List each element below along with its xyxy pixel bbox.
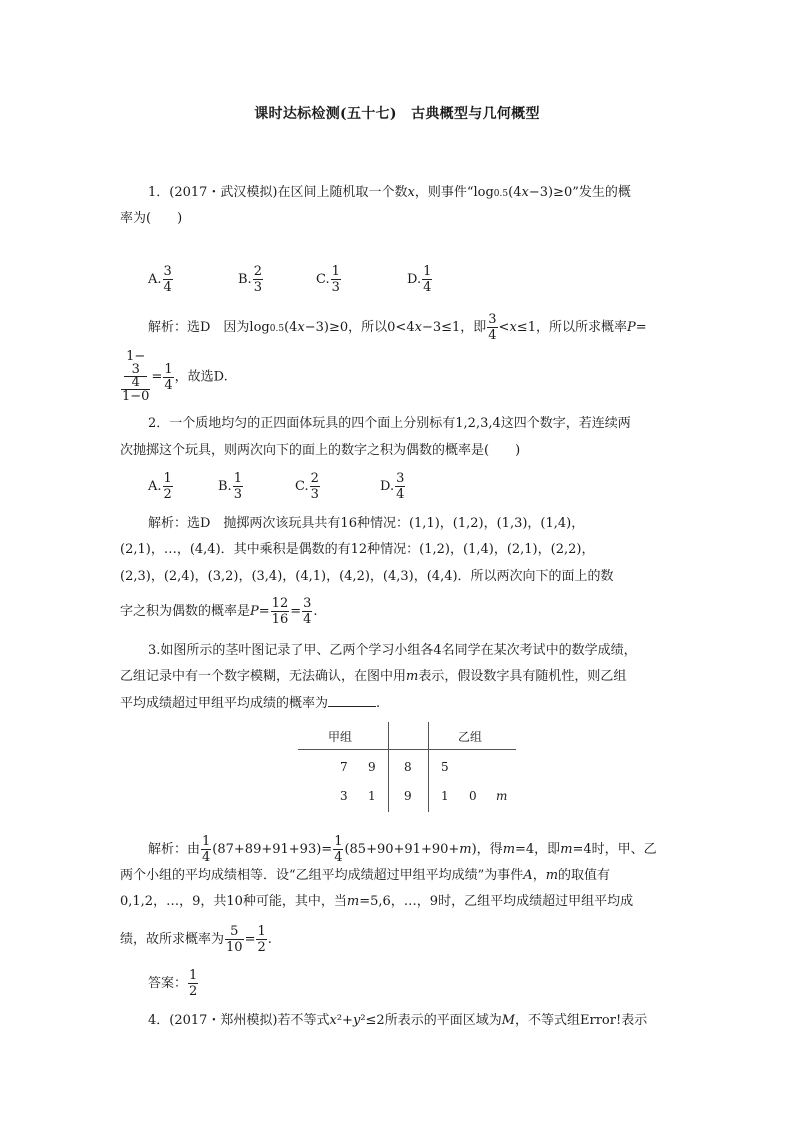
q1-stem-line1: 1．(2017・武汉模拟)在区间上随机取一个数x，则事件“log0.5(4x−3)≥0”发生的概 xyxy=(148,185,631,200)
q1-stem-line2: 率为( ) xyxy=(120,211,183,226)
q2-stem-line1: 2．一个质地均匀的正四面体玩具的四个面上分别标有1,2,3,4这四个数字，若连续两 xyxy=(148,416,631,431)
q3-stem-line3: 平均成绩超过甲组平均成绩的概率为 . xyxy=(120,696,381,711)
q2-option-d: D. $\frac{3}{4}$ xyxy=(380,471,405,502)
q2-option-c: C. $\frac{2}{3}$ xyxy=(295,471,319,502)
q1-solution-line1: 解析：选D 因为log0.5(4x−3)≥0，所以0<4x−3≤1，即 $\frac{3}{4}$ <x≤1，所以所求概率P= xyxy=(148,312,647,343)
q2-solution-line3: (2,3)，(2,4)，(3,2)，(3,4)，(4,1)，(4,2)，(4,3)，(4,4)．所以两次向下的面上的数 xyxy=(120,569,614,584)
leaf-cell: 0 xyxy=(469,789,477,803)
leaf-cell-unknown-m: m xyxy=(496,789,508,803)
q1-option-c: C. $\frac{1}{3}$ xyxy=(316,264,340,295)
group-a-header: 甲组 xyxy=(328,730,353,744)
page-title: 课时达标检测(五十七) 古典概型与几何概型 xyxy=(254,106,540,122)
leaf-cell: 7 xyxy=(340,760,348,774)
stem-plot-header-rule xyxy=(298,749,516,750)
q2-option-a: A. $\frac{1}{2}$ xyxy=(148,471,172,502)
q3-solution-line3: 0,1,2，…，9，共10种可能，其中，当m=5,6，…，9时，乙组平均成绩超过甲组平均成 xyxy=(120,894,634,909)
stem-plot-left-rule xyxy=(388,722,389,812)
leaf-cell: 1 xyxy=(441,789,449,803)
leaf-cell: 1 xyxy=(368,789,376,803)
group-b-header: 乙组 xyxy=(458,730,483,744)
q1-solution-line2: 1− 3 4 1−0 = $\frac{1}{4}$ ，故选D. xyxy=(122,349,228,404)
leaf-cell: 3 xyxy=(340,789,348,803)
q4-stem-line1: 4．(2017・郑州模拟)若不等式x²+y²≤2所表示的平面区域为M，不等式组Error!表示 xyxy=(148,1013,648,1028)
q3-stem-line1: 3.如图所示的茎叶图记录了甲、乙两个学习小组各4名同学在某次考试中的数学成绩， xyxy=(148,643,637,658)
q1-option-d: D. $\frac{1}{4}$ xyxy=(407,264,432,295)
q3-answer: 答案： $\frac{1}{2}$ xyxy=(148,968,198,999)
q2-stem-line2: 次抛掷这个玩具，则两次向下的面上的数字之积为偶数的概率是( ) xyxy=(120,443,521,458)
q2-option-b: B. $\frac{1}{3}$ xyxy=(218,471,242,502)
q2-solution-line2: (2,1)，…，(4,4)．其中乘积是偶数的有12种情况：(1,2)，(1,4)，(2,1)，(2,2)， xyxy=(120,542,595,557)
q1-option-a: A. $\frac{3}{4}$ xyxy=(148,264,172,295)
stem-cell: 8 xyxy=(404,760,412,774)
leaf-cell: 9 xyxy=(368,760,376,774)
q3-solution-line1: 解析：由 $\frac{1}{4}$ (87+89+91+93)= $\frac{1}{4}$ (85+90+91+90+m)，得m=4，即m=4时，甲、乙 xyxy=(148,834,657,865)
answer-blank xyxy=(328,694,376,707)
q3-solution-line2: 两个小组的平均成绩相等．设“乙组平均成绩超过甲组平均成绩”为事件A，m的取值有 xyxy=(120,868,611,883)
stem-cell: 9 xyxy=(404,789,412,803)
q2-solution-line1: 解析：选D 抛掷两次该玩具共有16种情况：(1,1)，(1,2)，(1,3)，(1,4)， xyxy=(148,516,585,531)
stem-plot-right-rule xyxy=(428,722,429,812)
q3-stem-line2: 乙组记录中有一个数字模糊，无法确认，在图中用m表示，假设数字具有随机性，则乙组 xyxy=(120,669,627,684)
leaf-cell: 5 xyxy=(441,760,449,774)
q3-solution-line4: 绩，故所求概率为 $\frac{5}{10}$ = $\frac{1}{2}$ . xyxy=(120,924,272,955)
stem-leaf-plot xyxy=(298,722,520,812)
q2-solution-line4: 字之积为偶数的概率是P= $\frac{12}{16}$ = $\frac{3}{4}$ . xyxy=(120,596,318,627)
q1-option-b: B. $\frac{2}{3}$ xyxy=(238,264,262,295)
